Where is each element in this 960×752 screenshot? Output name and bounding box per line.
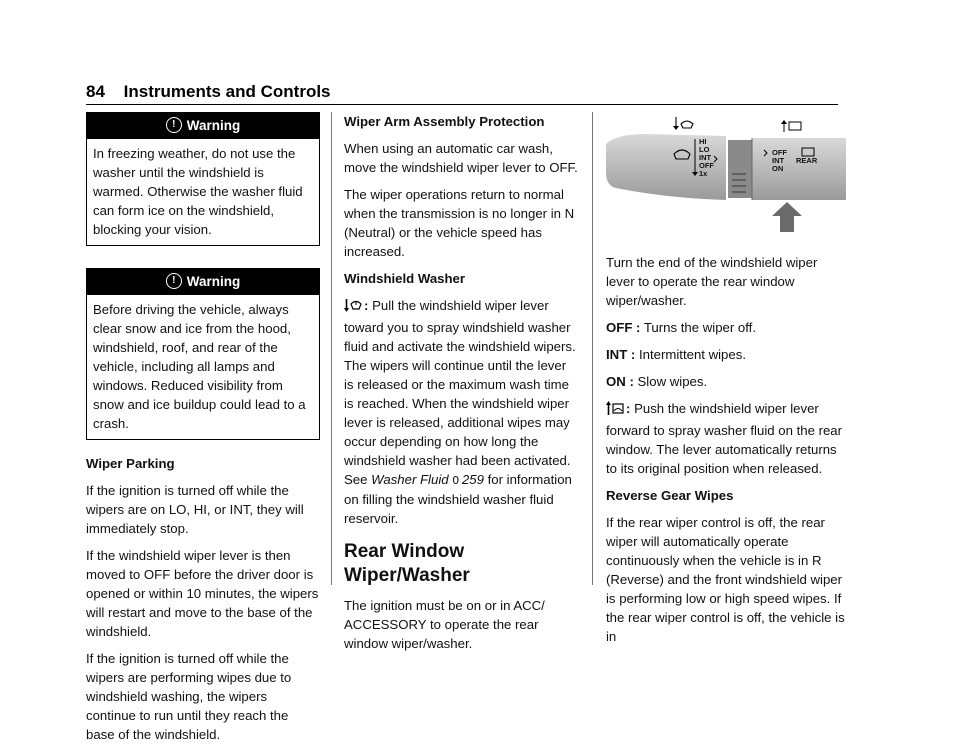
wiper-arm-heading: Wiper Arm Assembly Protection	[344, 114, 545, 129]
header-rule	[86, 104, 838, 105]
page-header	[86, 82, 331, 101]
page-ref-arrow: 0	[452, 474, 460, 487]
symbol-colon: :	[364, 298, 369, 313]
paragraph: If the rear wiper control is off, the rear wiper will automatically operate continuously when the vehicle is in R (Reverse) and the front windshield wiper is performing low or high speed wipes. If the rear wiper control is off, the vehicle is in	[606, 515, 845, 644]
warning-label: Warning	[186, 118, 241, 133]
paragraph: The wiper operations return to normal when the transmission is no longer in N (Neutral) or the vehicle speed has increased.	[344, 187, 575, 259]
warning-header	[87, 269, 319, 295]
windshield-washer-paragraph	[344, 296, 578, 528]
label-off: OFF	[699, 161, 714, 170]
windshield-washer-heading: Windshield Washer	[344, 271, 466, 286]
warning-icon: !	[166, 273, 182, 289]
on-label: ON :	[606, 374, 634, 389]
paragraph: If the ignition is turned off while the wipers are performing wipes due to windshield washing, the wipers continue to run until they reach the base of the windshield.	[86, 651, 292, 742]
label-1x: 1x	[699, 169, 708, 178]
paragraph: Turn the end of the windshield wiper lever to operate the rear window wiper/washer.	[606, 255, 818, 308]
int-label: INT :	[606, 347, 636, 362]
int-item	[606, 345, 846, 364]
symbol-colon: :	[626, 401, 631, 416]
push-text: Push the windshield wiper lever forward to spray washer fluid on the rear window. The lever automatically returns to its original position when released.	[606, 401, 843, 476]
chapter-title: Instruments and Controls	[123, 82, 331, 101]
off-text: Turns the wiper off.	[640, 320, 757, 335]
label-lo: LO	[699, 145, 710, 154]
cross-reference-link[interactable]: Washer Fluid	[371, 472, 449, 487]
paragraph: If the ignition is turned off while the wipers are on LO, HI, or INT, they will immediately stop.	[86, 483, 304, 536]
wiper-lever-illustration	[606, 112, 846, 247]
on-text: Slow wipes.	[633, 374, 708, 389]
int-text: Intermittent wipes.	[635, 347, 746, 362]
column-divider-2	[592, 112, 593, 585]
warning-text: Before driving the vehicle, always clear snow and ice from the hood, windshield, roof, and rear of the vehicle, including all lamps and windows. Reduced visibility from snow and ice buildup could lead to a crash.	[93, 302, 306, 431]
washer-pull-icon	[344, 298, 362, 318]
section-title: Rear Window Wiper/Washer	[344, 541, 470, 586]
paragraph: If the windshield wiper lever is then moved to OFF before the driver door is opened or within 10 minutes, the wipers will restart and move to the base of the windshield.	[86, 548, 319, 639]
label-rear-int: INT	[772, 156, 785, 165]
paragraph: When using an automatic car wash, move the windshield wiper lever to OFF.	[344, 141, 578, 175]
washer-tail: for information on filling the windshield washer fluid reservoir.	[344, 472, 572, 526]
column-1	[86, 112, 320, 752]
warning-text: In freezing weather, do not use the washer until the windshield is warmed. Otherwise the washer fluid can form ice on the windshield, blocking your vision.	[93, 146, 303, 237]
warning-icon: !	[166, 117, 182, 133]
on-item	[606, 372, 846, 391]
off-item	[606, 318, 846, 337]
reverse-gear-heading: Reverse Gear Wipes	[606, 488, 734, 503]
column-divider-1	[331, 112, 332, 585]
column-3	[606, 112, 846, 654]
label-hi: HI	[699, 137, 707, 146]
rear-washer-paragraph	[606, 399, 846, 478]
page-number: 84	[86, 82, 105, 101]
label-rear-off: OFF	[772, 148, 787, 157]
label-int: INT	[699, 153, 712, 162]
column-2	[344, 112, 578, 661]
label-rear: REAR	[796, 156, 818, 165]
warning-header	[87, 113, 319, 139]
label-rear-on: ON	[772, 164, 784, 173]
warning-box-2	[86, 268, 320, 440]
warning-label: Warning	[186, 274, 241, 289]
wiper-parking-heading: Wiper Parking	[86, 456, 175, 471]
washer-push-icon	[606, 401, 624, 421]
washer-text: Pull the windshield wiper lever toward you to spray windshield washer fluid and activate the windshield wipers. The wipers will continue until the lever is released or the maximum wash time is reached. When the windshield wiper lever is released, additional wipes may occur depending on how long the windshield washer had been activated. See	[344, 298, 576, 487]
warning-box-1	[86, 112, 320, 246]
off-label: OFF :	[606, 320, 641, 335]
paragraph: The ignition must be on or in ACC/ ACCESSORY to operate the rear window wiper/washer.	[344, 598, 545, 651]
page-ref-number[interactable]: 259	[461, 472, 484, 487]
